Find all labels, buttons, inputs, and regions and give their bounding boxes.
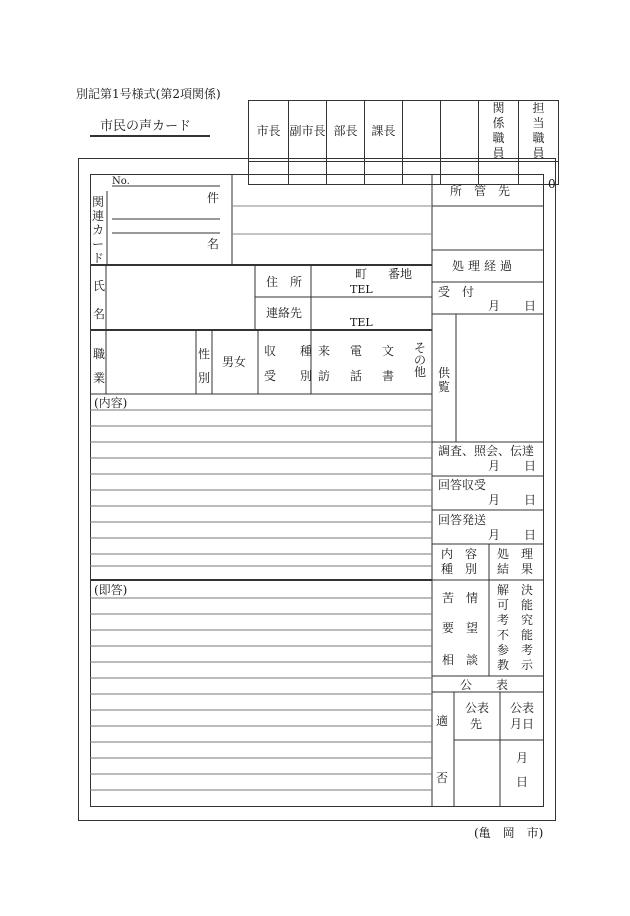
reply-received-month: 月 [488,493,501,507]
approval-department-head: 部長 [327,101,365,162]
related-card-name-label: 名 [207,237,220,251]
inspection-label: 供覧 [437,366,450,394]
processing-label: 処理経過 [452,259,517,273]
contact-tel: TEL [350,316,373,329]
publication-not-applicable: 否 [436,771,449,785]
received-month: 月 [488,299,501,313]
gender-label: 性別 [197,347,210,385]
result-resolved: 解 決 [497,583,534,597]
corner-mark: 0 [548,177,556,191]
approval-related-staff: 関係職員 [479,101,519,162]
approval-deputy-mayor: 副市長 [289,101,327,162]
form-title: 市民の声カード [100,119,192,134]
content-label: (内容) [94,396,128,410]
received-day: 日 [524,299,537,313]
result-impossible: 不 能 [497,628,534,642]
address-label: 住 所 [266,275,303,289]
related-card-label: 関連カード [91,195,104,265]
publication-destination-bottom: 先 [470,717,483,731]
address-lot: 番地 [388,267,413,281]
investigation-label: 調査、照会、伝達 [438,444,535,458]
reception-type-label-top: 収 種 [264,344,313,358]
publication-month: 月 [516,751,529,765]
reception-phone-top: 電 [350,344,363,358]
reply-sent-day: 日 [524,528,537,542]
result-instruction: 教 示 [497,658,534,672]
result-label-top: 処 理 [497,547,534,561]
related-card-subject-label: 件 [207,191,220,205]
content-type-request: 要 望 [442,621,479,635]
result-label-bottom: 結 果 [497,562,534,576]
occupation-label: 職業 [92,347,105,385]
publication-label: 公 表 [460,678,509,692]
contact-label: 連絡先 [266,306,303,320]
publication-date-bottom: 月日 [510,717,535,731]
received-label: 受 付 [438,285,475,299]
address-town: 町 [355,267,368,281]
reception-other: その他 [413,341,426,379]
publication-destination-top: 公表 [465,701,490,715]
approval-section-head: 課長 [365,101,403,162]
reception-document-bottom: 書 [382,369,395,383]
gender-values: 男女 [222,355,247,369]
investigation-month: 月 [488,459,501,473]
name-label: 氏名 [92,279,105,321]
content-type-label-top: 内 容 [441,547,478,561]
content-type-consultation: 相 談 [442,653,479,667]
address-tel: TEL [350,283,373,296]
reply-sent-month: 月 [488,528,501,542]
content-type-complaint: 苦 情 [442,591,479,605]
reception-visit-top: 来 [318,344,331,358]
reception-document-top: 文 [382,344,395,358]
answer-label: (即答) [94,583,128,597]
reply-received-label: 回答収受 [438,478,487,492]
result-reference: 参 考 [497,643,534,657]
related-card-no-label: No. [112,176,130,187]
publication-applicable: 適 [436,714,449,728]
content-type-label-bottom: 種 別 [441,562,478,576]
approval-staff-in-charge: 担当職員 [519,101,559,162]
jurisdiction-label: 所 管 先 [450,184,511,198]
footer-city: (亀 岡 市) [474,826,544,840]
reply-received-day: 日 [524,493,537,507]
reply-sent-label: 回答発送 [438,513,487,527]
reception-visit-bottom: 訪 [318,369,331,383]
investigation-day: 日 [524,459,537,473]
approval-mayor: 市長 [249,101,289,162]
result-possible: 可 能 [497,598,534,612]
result-studied: 考 究 [497,613,534,627]
reception-phone-bottom: 話 [350,369,363,383]
publication-date-top: 公表 [510,701,535,715]
publication-day: 日 [516,775,529,789]
form-reference: 別記第1号様式(第2項関係) [76,87,221,101]
reception-type-label-bottom: 受 別 [264,369,313,383]
